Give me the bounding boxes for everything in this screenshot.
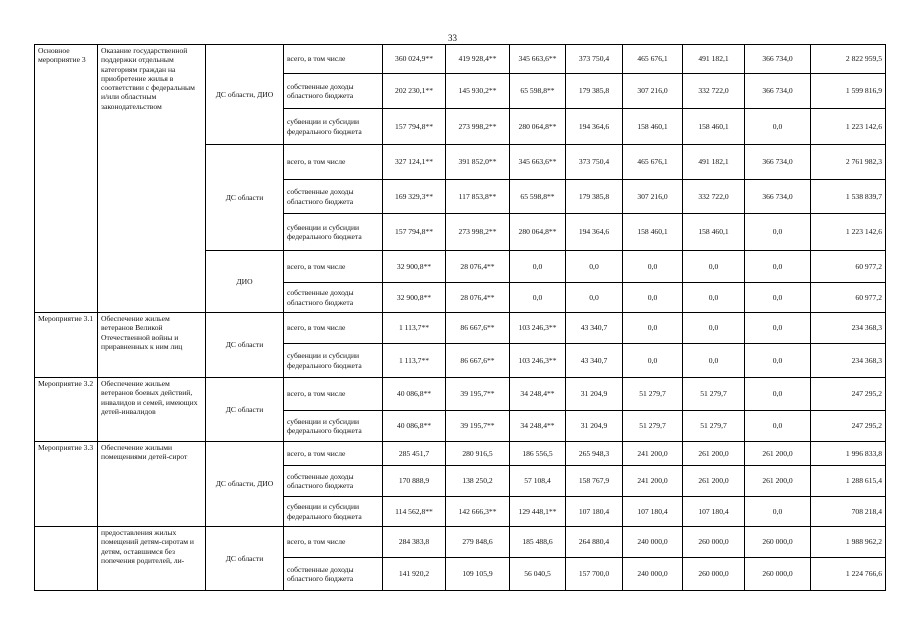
funding-source-cell: субвенции и субсидии федерального бюджета [284, 109, 383, 145]
value-cell: 0,0 [745, 344, 811, 378]
funding-table [34, 44, 886, 591]
value-cell: 145 930,2** [446, 74, 510, 109]
executor-cell: ДС области, ДИО [206, 442, 284, 527]
total-value-cell: 1 599 816,9 [811, 74, 886, 109]
value-cell: 0,0 [745, 411, 811, 442]
total-value-cell: 2 822 959,5 [811, 45, 886, 74]
value-cell: 158 460,1 [623, 214, 683, 251]
value-cell: 0,0 [623, 344, 683, 378]
value-cell: 391 852,0** [446, 145, 510, 180]
value-cell: 366 734,0 [745, 74, 811, 109]
value-cell: 179 385,8 [566, 180, 623, 214]
value-cell: 158 460,1 [683, 109, 745, 145]
value-cell: 138 250,2 [446, 466, 510, 497]
value-cell: 28 076,4** [446, 251, 510, 283]
activity-name: Мероприятие 3.3 [35, 442, 98, 527]
executor-cell: ДС области [206, 378, 284, 442]
value-cell: 265 948,3 [566, 442, 623, 466]
value-cell: 0,0 [566, 251, 623, 283]
value-cell: 40 086,8** [383, 378, 446, 411]
funding-source-cell: собственные доходы областного бюджета [284, 283, 383, 313]
value-cell: 129 448,1** [510, 497, 566, 527]
value-cell: 465 676,1 [623, 145, 683, 180]
value-cell: 31 204,9 [566, 378, 623, 411]
activity-name: Основное мероприятие 3 [35, 45, 98, 313]
value-cell: 0,0 [745, 109, 811, 145]
value-cell: 345 663,6** [510, 45, 566, 74]
funding-source-cell: всего, в том числе [284, 442, 383, 466]
value-cell: 0,0 [510, 283, 566, 313]
value-cell: 43 340,7 [566, 313, 623, 344]
value-cell: 491 182,1 [683, 45, 745, 74]
funding-source-cell: всего, в том числе [284, 313, 383, 344]
value-cell: 332 722,0 [683, 74, 745, 109]
value-cell: 0,0 [745, 313, 811, 344]
value-cell: 43 340,7 [566, 344, 623, 378]
value-cell: 273 998,2** [446, 109, 510, 145]
value-cell: 65 598,8** [510, 74, 566, 109]
value-cell: 285 451,7 [383, 442, 446, 466]
total-value-cell: 60 977,2 [811, 251, 886, 283]
funding-source-cell: всего, в том числе [284, 45, 383, 74]
value-cell: 240 000,0 [623, 527, 683, 558]
value-cell: 169 329,3** [383, 180, 446, 214]
funding-source-cell: субвенции и субсидии федерального бюджета [284, 411, 383, 442]
value-cell: 86 667,6** [446, 344, 510, 378]
total-value-cell: 247 295,2 [811, 411, 886, 442]
value-cell: 1 113,7** [383, 313, 446, 344]
value-cell: 202 230,1** [383, 74, 446, 109]
value-cell: 117 853,8** [446, 180, 510, 214]
value-cell: 307 216,0 [623, 74, 683, 109]
value-cell: 261 200,0 [683, 466, 745, 497]
total-value-cell: 60 977,2 [811, 283, 886, 313]
value-cell: 103 246,3** [510, 313, 566, 344]
value-cell: 261 200,0 [745, 442, 811, 466]
total-value-cell: 1 224 766,6 [811, 558, 886, 591]
page-number: 33 [448, 33, 457, 43]
total-value-cell: 1 223 142,6 [811, 214, 886, 251]
total-value-cell: 1 538 839,7 [811, 180, 886, 214]
value-cell: 107 180,4 [683, 497, 745, 527]
value-cell: 260 000,0 [683, 558, 745, 591]
value-cell: 141 920,2 [383, 558, 446, 591]
value-cell: 0,0 [510, 251, 566, 283]
activity-description: предоставления жилых помещений детям-сиротам и детям, оставшимся без попечения родителей, ли- [98, 527, 206, 591]
executor-cell: ДС области [206, 313, 284, 378]
value-cell: 0,0 [623, 283, 683, 313]
value-cell: 157 794,8** [383, 214, 446, 251]
value-cell: 280 064,8** [510, 109, 566, 145]
value-cell: 264 880,4 [566, 527, 623, 558]
value-cell: 0,0 [683, 251, 745, 283]
value-cell: 185 488,6 [510, 527, 566, 558]
value-cell: 194 364,6 [566, 214, 623, 251]
value-cell: 273 998,2** [446, 214, 510, 251]
value-cell: 34 248,4** [510, 378, 566, 411]
table-body [35, 45, 886, 591]
value-cell: 86 667,6** [446, 313, 510, 344]
value-cell: 366 734,0 [745, 45, 811, 74]
value-cell: 0,0 [683, 344, 745, 378]
total-value-cell: 234 368,3 [811, 344, 886, 378]
value-cell: 327 124,1** [383, 145, 446, 180]
funding-source-cell: собственные доходы областного бюджета [284, 558, 383, 591]
value-cell: 57 108,4 [510, 466, 566, 497]
value-cell: 0,0 [745, 378, 811, 411]
total-value-cell: 247 295,2 [811, 378, 886, 411]
value-cell: 51 279,7 [683, 411, 745, 442]
total-value-cell: 2 761 982,3 [811, 145, 886, 180]
value-cell: 34 248,4** [510, 411, 566, 442]
value-cell: 194 364,6 [566, 109, 623, 145]
value-cell: 240 000,0 [623, 558, 683, 591]
value-cell: 0,0 [683, 283, 745, 313]
value-cell: 241 200,0 [623, 466, 683, 497]
total-value-cell: 1 988 962,2 [811, 527, 886, 558]
value-cell: 241 200,0 [623, 442, 683, 466]
total-value-cell: 1 223 142,6 [811, 109, 886, 145]
value-cell: 0,0 [566, 283, 623, 313]
funding-source-cell: субвенции и субсидии федерального бюджета [284, 214, 383, 251]
value-cell: 170 888,9 [383, 466, 446, 497]
total-value-cell: 1 288 615,4 [811, 466, 886, 497]
value-cell: 51 279,7 [623, 378, 683, 411]
table-row [35, 378, 886, 411]
funding-source-cell: субвенции и субсидии федерального бюджета [284, 497, 383, 527]
value-cell: 284 383,8 [383, 527, 446, 558]
value-cell: 39 195,7** [446, 378, 510, 411]
executor-cell: ДС области, ДИО [206, 45, 284, 145]
funding-source-cell: собственные доходы областного бюджета [284, 74, 383, 109]
value-cell: 0,0 [683, 313, 745, 344]
value-cell: 107 180,4 [623, 497, 683, 527]
value-cell: 179 385,8 [566, 74, 623, 109]
value-cell: 28 076,4** [446, 283, 510, 313]
value-cell: 39 195,7** [446, 411, 510, 442]
value-cell: 332 722,0 [683, 180, 745, 214]
funding-source-cell: собственные доходы областного бюджета [284, 180, 383, 214]
value-cell: 366 734,0 [745, 145, 811, 180]
value-cell: 260 000,0 [745, 527, 811, 558]
value-cell: 157 794,8** [383, 109, 446, 145]
value-cell: 491 182,1 [683, 145, 745, 180]
value-cell: 0,0 [745, 251, 811, 283]
value-cell: 307 216,0 [623, 180, 683, 214]
value-cell: 465 676,1 [623, 45, 683, 74]
value-cell: 419 928,4** [446, 45, 510, 74]
table-row [35, 527, 886, 558]
value-cell: 158 460,1 [623, 109, 683, 145]
value-cell: 280 916,5 [446, 442, 510, 466]
value-cell: 261 200,0 [745, 466, 811, 497]
value-cell: 279 848,6 [446, 527, 510, 558]
value-cell: 107 180,4 [566, 497, 623, 527]
value-cell: 260 000,0 [745, 558, 811, 591]
value-cell: 366 734,0 [745, 180, 811, 214]
value-cell: 103 246,3** [510, 344, 566, 378]
activity-description: Обеспечение жильем ветеранов Великой Отечественной войны и приравненных к ним лиц [98, 313, 206, 378]
total-value-cell: 234 368,3 [811, 313, 886, 344]
funding-source-cell: собственные доходы областного бюджета [284, 466, 383, 497]
table-row [35, 442, 886, 466]
total-value-cell: 708 218,4 [811, 497, 886, 527]
value-cell: 109 105,9 [446, 558, 510, 591]
value-cell: 40 086,8** [383, 411, 446, 442]
value-cell: 56 040,5 [510, 558, 566, 591]
value-cell: 158 767,9 [566, 466, 623, 497]
value-cell: 51 279,7 [623, 411, 683, 442]
funding-source-cell: всего, в том числе [284, 145, 383, 180]
value-cell: 0,0 [745, 497, 811, 527]
table-row [35, 313, 886, 344]
activity-name [35, 527, 98, 591]
value-cell: 114 562,8** [383, 497, 446, 527]
activity-name: Мероприятие 3.2 [35, 378, 98, 442]
value-cell: 186 556,5 [510, 442, 566, 466]
activity-name: Мероприятие 3.1 [35, 313, 98, 378]
activity-description: Обеспечение жильем ветеранов боевых действий, инвалидов и семей, имеющих детей-инвалидов [98, 378, 206, 442]
funding-source-cell: всего, в том числе [284, 527, 383, 558]
executor-cell: ДС области [206, 145, 284, 251]
value-cell: 0,0 [745, 214, 811, 251]
funding-source-cell: всего, в том числе [284, 378, 383, 411]
value-cell: 261 200,0 [683, 442, 745, 466]
value-cell: 0,0 [623, 313, 683, 344]
value-cell: 0,0 [623, 251, 683, 283]
total-value-cell: 1 996 833,8 [811, 442, 886, 466]
value-cell: 158 460,1 [683, 214, 745, 251]
activity-description: Оказание государственной поддержки отдельным категориям граждан на приобретение жилья в соответствии с федеральным и/или областным законодательством [98, 45, 206, 313]
value-cell: 31 204,9 [566, 411, 623, 442]
value-cell: 51 279,7 [683, 378, 745, 411]
funding-source-cell: всего, в том числе [284, 251, 383, 283]
funding-source-cell: субвенции и субсидии федерального бюджета [284, 344, 383, 378]
value-cell: 280 064,8** [510, 214, 566, 251]
value-cell: 65 598,8** [510, 180, 566, 214]
executor-cell: ДС области [206, 527, 284, 591]
value-cell: 260 000,0 [683, 527, 745, 558]
value-cell: 157 700,0 [566, 558, 623, 591]
value-cell: 142 666,3** [446, 497, 510, 527]
value-cell: 0,0 [745, 283, 811, 313]
value-cell: 345 663,6** [510, 145, 566, 180]
value-cell: 1 113,7** [383, 344, 446, 378]
executor-cell: ДИО [206, 251, 284, 313]
activity-description: Обеспечение жилыми помещениями детей-сирот [98, 442, 206, 527]
value-cell: 32 900,8** [383, 251, 446, 283]
table-row [35, 45, 886, 74]
value-cell: 360 024,9** [383, 45, 446, 74]
value-cell: 32 900,8** [383, 283, 446, 313]
value-cell: 373 750,4 [566, 145, 623, 180]
value-cell: 373 750,4 [566, 45, 623, 74]
